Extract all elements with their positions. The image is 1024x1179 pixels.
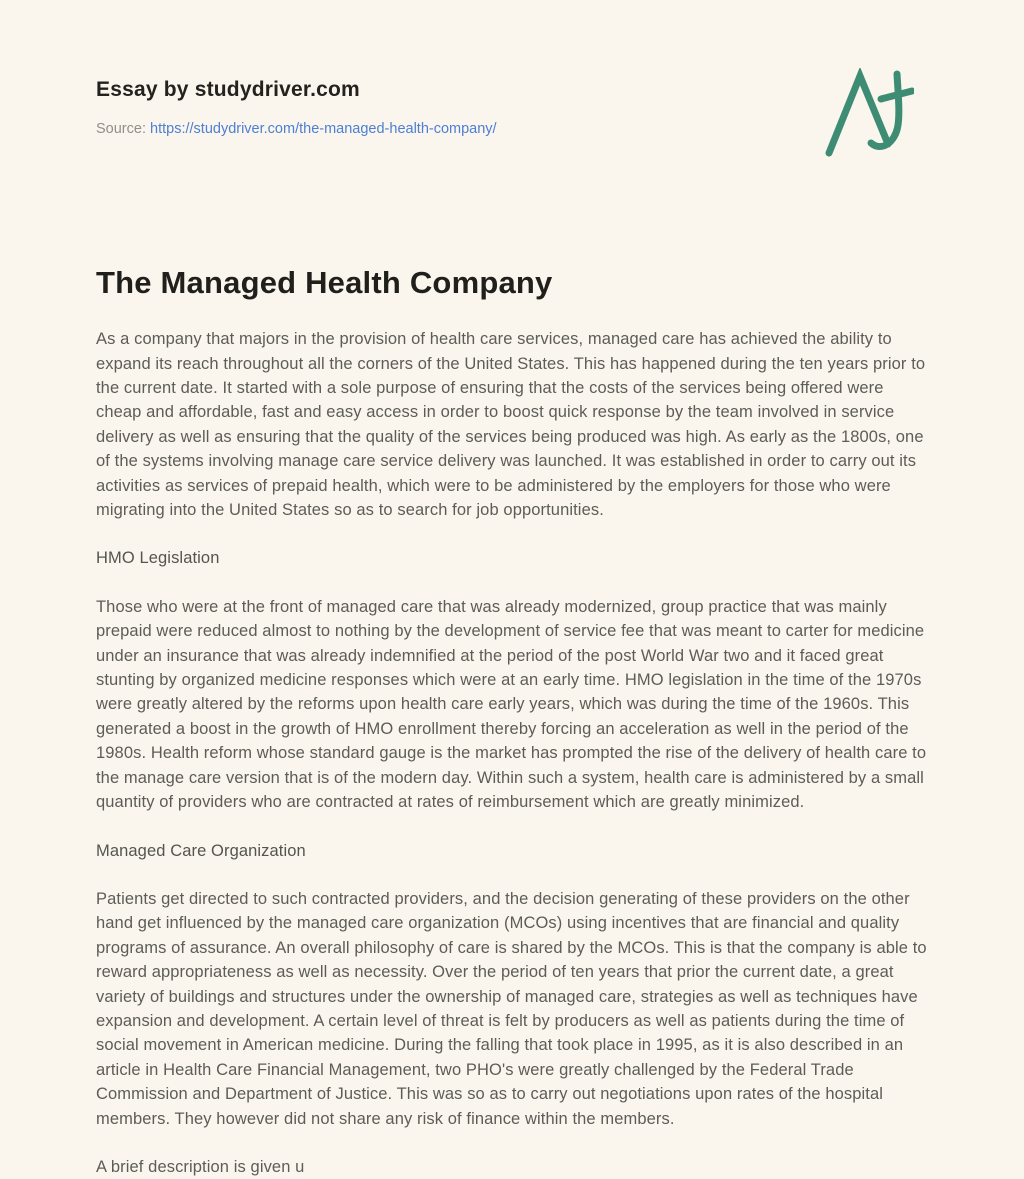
studydriver-logo-icon bbox=[824, 68, 914, 158]
logo-a-stroke bbox=[829, 76, 888, 153]
paragraph-intro: As a company that majors in the provision of health care services, managed care has achieved the ability to expand its reach throughout all the corners of the United States. This has happened during the ten years prior to the current date. It started with a sole purpose of ensuring that the costs of the services being offered were cheap and affordable, fast and easy access in order to boost quick response by the team involved in service delivery as well as ensuring that the quality of the services being produced was high. As early as the 1800s, one of the systems involving manage care service delivery was launched. It was established in order to carry out its activities as services of prepaid health, which were to be administered by the employers for those who were migrating into the United States so as to search for job opportunities. bbox=[96, 330, 926, 520]
paragraph-hmo-legislation: Those who were at the front of managed care that was already modernized, group practice that was mainly prepaid were reduced almost to nothing by the development of service fee that was meant to carter for medicine under an insurance that was already indemnified at the period of the post World War two and it faced great stunting by organized medicine responses which were at an early time. HMO legislation in the time of the 1970s were greatly altered by the reforms upon health care early years, which was during the time of the 1960s. This generated a boost in the growth of HMO enrollment thereby forcing an acceleration as well in the period of the 1980s. Health reform whose standard gauge is the market has prompted the rise of the delivery of health care to the manage care version that is of the modern day. Within such a system, health care is administered by a small quantity of providers who are contracted at rates of reimbursement which are greatly minimized. bbox=[96, 597, 927, 812]
studydriver-logo bbox=[824, 68, 914, 158]
paragraph-managed-care-organization: Patients get directed to such contracted providers, and the decision generating of these providers on the other hand get influenced by the managed care organization (MCOs) using incentives that are financial and quality programs of assurance. An overall philosophy of care is shared by the MCOs. This is that the company is able to reward appropriateness as well as necessity. Over the period of ten years that prior the current date, a great variety of buildings and structures under the ownership of managed care, strategies as well as techniques have expansion and development. A certain level of threat is felt by producers as well as patients during the time of social movement in American medicine. During the falling that took place in 1995, as it is also described in an article in Health Care Financial Management, two PHO's were greatly challenged by the Federal Trade Commission and Department of Justice. This was so as to carry out negotiations upon rates of the hospital members. They however did not share any risk of finance within the members. bbox=[96, 889, 927, 1128]
byline: Essay by studydriver.com bbox=[96, 78, 360, 101]
page-header bbox=[96, 74, 928, 158]
section-heading-managed-care-organization: Managed Care Organization bbox=[96, 841, 306, 860]
section-heading-hmo-legislation: HMO Legislation bbox=[96, 549, 220, 568]
source-url-link[interactable]: https://studydriver.com/the-managed-health-company/ bbox=[150, 121, 497, 137]
paragraph-partial-last-line: A brief description is given u bbox=[96, 1157, 305, 1176]
source-line bbox=[96, 121, 497, 137]
article-body bbox=[96, 327, 928, 1179]
logo-cross-stroke bbox=[881, 91, 912, 99]
header-text-block bbox=[96, 74, 497, 137]
page-title: The Managed Health Company bbox=[96, 265, 553, 300]
source-label: Source: bbox=[96, 121, 146, 137]
